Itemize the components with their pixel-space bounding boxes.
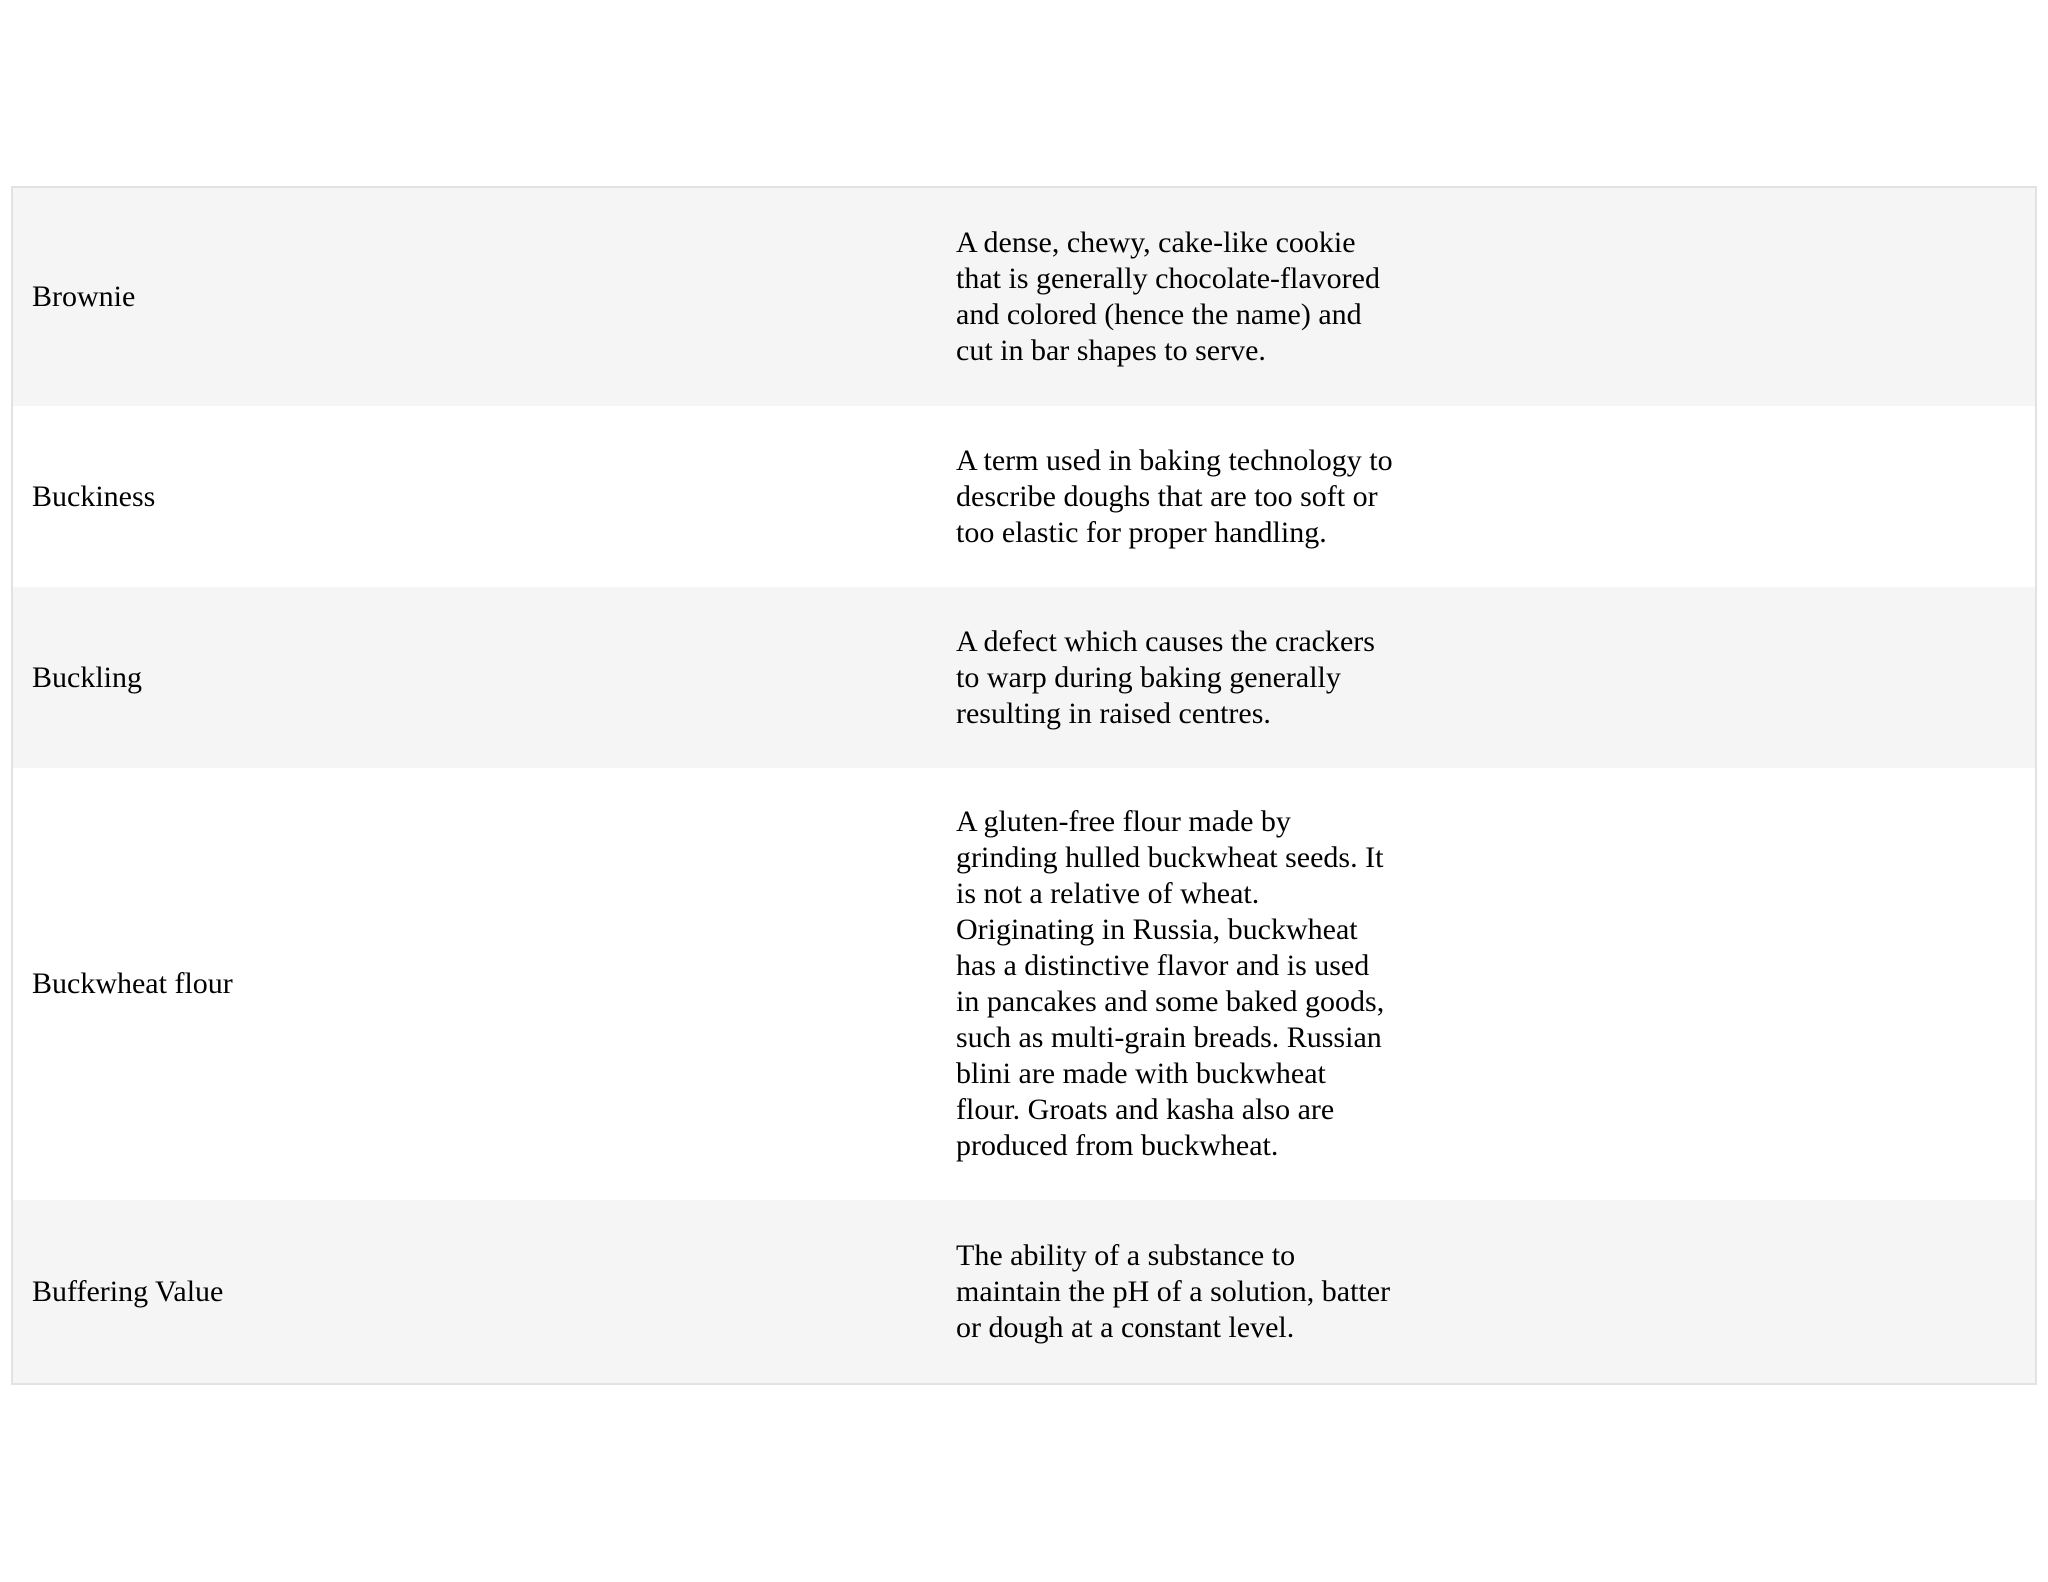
glossary-table: [11, 186, 2037, 1385]
definition-cell: A defect which causes the crackers to warp during baking generally resulting in raised centres.: [956, 624, 1375, 730]
definition-cell: A term used in baking technology to describe doughs that are too soft or too elastic for proper handling.: [956, 443, 1393, 549]
term-cell: Brownie: [32, 280, 136, 313]
term-cell: Buffering Value: [32, 1274, 224, 1308]
table-row: [13, 1200, 2035, 1383]
table-row: [13, 587, 2035, 768]
term-cell: Buckwheat flour: [32, 967, 233, 1000]
definition-cell: A dense, chewy, cake-like cookie that is generally chocolate-flavored and colored (hence the name) and cut in bar shapes to serve.: [956, 226, 1380, 367]
definition-cell: A gluten-free flour made by grinding hulled buckwheat seeds. It is not a relative of wheat. Originating in Russia, buckwheat has a distinctive flavor and is used in pancakes and some baked goods, such as multi-grain breads. Russian blini are made with buckwheat flour. Groats and kasha also are produced from buckwheat.: [956, 805, 1385, 1162]
definition-cell: The ability of a substance to maintain the pH of a solution, batter or dough at a constant level.: [956, 1238, 1391, 1344]
term-cell: Buckiness: [32, 479, 156, 513]
table-row: [13, 406, 2035, 587]
table-row: [13, 188, 2035, 406]
table-row: [13, 768, 2035, 1200]
term-cell: Buckling: [32, 660, 142, 694]
